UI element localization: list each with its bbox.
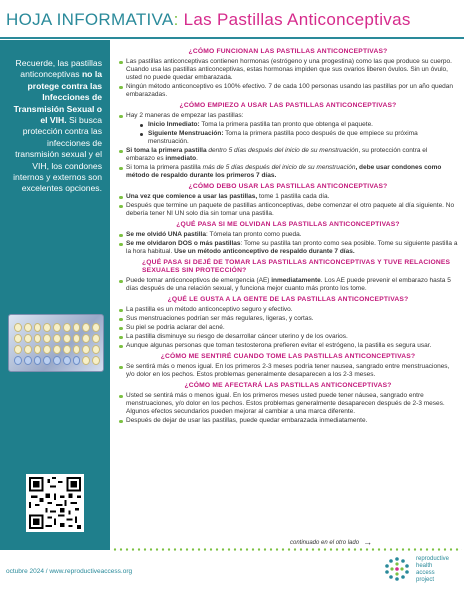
list-item: La pastilla disminuye su riesgo de desarrollar cáncer uterino y de los ovarios. — [118, 333, 458, 341]
list-item: Se me olvidó UNA pastilla: Tómela tan pronto como pueda. — [118, 231, 458, 239]
section-heading: ¿QUÉ PASA SI ME OLVIDAN LAS PASTILLAS ANTICONCEPTIVAS? — [176, 221, 400, 228]
title-lead: HOJA INFORMATIVA — [6, 10, 174, 29]
list-item: Aunque algunas personas que toman testosterona prefieren evitar el estrógeno, la pastilla es segura usar. — [118, 342, 458, 350]
list-item: La pastilla es un método anticonceptivo seguro y efectivo. — [118, 306, 458, 314]
sidebar — [0, 40, 110, 550]
list-item: Sus menstruaciones podrían ser más regulares, ligeras, y cortas. — [118, 315, 458, 323]
section-how-start — [118, 102, 458, 180]
section-how-feel — [118, 353, 458, 379]
list-item: Si toma la primera pastilla más de 5 días después del inicio de su menstruación, debe usar condones como método de respaldo durante los primeros 7 días. — [118, 164, 458, 180]
section-heading: ¿CÓMO ME AFECTARÁ LAS PASTILLAS ANTICONCEPTIVAS? — [184, 382, 392, 389]
list-item: Inicio Inmediato: Toma la primera pastilla tan pronto que obtenga el paquete. — [118, 121, 458, 129]
main-content — [118, 48, 458, 518]
sidebar-p1-bold: no la protege contra las Infecciones de Transmisión Sexual o el VIH. — [13, 69, 102, 126]
footer-date-url[interactable]: octubre 2024 / www.reproductiveaccess.org — [6, 568, 133, 575]
list-item: Se me olvidaron DOS o más pastillas: Tome su pastilla tan pronto como sea posible. Tome su siguiente pastilla a la hora habitual. Use un método anticonceptivo de respaldo durante 7 días. — [118, 240, 458, 256]
section-missed-pills — [118, 221, 458, 256]
rhap-logo-icon — [382, 554, 412, 584]
qr-code[interactable] — [26, 474, 84, 532]
logo-text: reproductive health access project — [416, 556, 450, 583]
dotted-divider — [112, 548, 462, 551]
section-heading: ¿CÓMO ME SENTIRÉ CUANDO TOME LAS PASTILLAS ANTICONCEPTIVAS? — [160, 353, 416, 360]
list-item: Después que termine un paquete de pastillas anticonceptivas, debe comenzar el otro paquete al día siguiente. No debería tener NI UN solo día sin tomar una pastilla. — [118, 202, 458, 218]
list-item: Se sentirá más o menos igual. En los primeros 2-3 meses podría tener nausea, sangrado entre menstruaciones, y/o dolor en los pechos. Estos problemas generalmente desaparecen a los 2-3 meses. — [118, 363, 458, 379]
list-item: Usted se sentirá más o menos igual. En los primeros meses usted puede tener náusea, sangrado entre menstruaciones, y/o dolor en los pechos. Estos problemas generalmente desaparecen después de 2-3 meses. Algunos efectos secundarios pueden mejorar al cambiar a una marca diferente. — [118, 392, 458, 416]
pill-pack-image — [8, 314, 104, 372]
sidebar-note — [6, 58, 102, 195]
arrow-right-icon: → — [363, 537, 373, 547]
list-item: Hay 2 maneras de empezar las pastillas: — [118, 112, 458, 120]
title-rest: Las Pastillas Anticonceptivas — [183, 10, 411, 29]
section-what-people-like — [118, 296, 458, 350]
section-how-work — [118, 48, 458, 99]
section-effects — [118, 382, 458, 425]
continued-note — [290, 536, 372, 546]
list-item: Una vez que comience a usar las pastillas, tome 1 pastilla cada día. — [118, 193, 458, 201]
list-item: Después de dejar de usar las pastillas, puede quedar embarazada inmediatamente. — [118, 417, 458, 425]
list-item: Las pastillas anticonceptivas contienen hormonas (estrógeno y una progestina) como las que produce su cuerpo. Cuando usa las pastillas anticonceptivas, estas hormonas impiden que sus ovarios liberen óvulos. Sin un óvulo, usted no puede quedar embarazada. — [118, 58, 458, 82]
section-heading: ¿CÓMO DEBO USAR LAS PASTILLAS ANTICONCEPTIVAS? — [188, 183, 388, 190]
page-title — [6, 10, 411, 30]
header-divider — [0, 37, 464, 39]
pill-grid — [14, 323, 100, 365]
continued-text: continuado en el otro lado — [290, 540, 360, 546]
section-heading: ¿CÓMO EMPIEZO A USAR LAS PASTILLAS ANTICONCEPTIVAS? — [179, 102, 397, 109]
header — [0, 0, 464, 40]
list-item: Ningún método anticonceptivo es 100% efectivo. 7 de cada 100 personas usando las pastillas por un año quedan embarazadas. — [118, 83, 458, 99]
sidebar-p2: Si busca protección contra las infecciones de transmisión sexual y el VIH, los condones internos y externos son excelentes opciones. — [13, 115, 102, 194]
list-item: Si toma la primera pastilla dentro 5 días después del inicio de su menstruación, su protección contra el embarazo es inmediato. — [118, 147, 458, 163]
list-item: Puede tomar anticonceptivos de emergencia (AE) inmediatamente. Los AE puede prevenir el embarazo hasta 5 días después de una relación sexual, y funciona mejor cuanto más pronto los tome. — [118, 277, 458, 293]
title-colon: : — [173, 10, 179, 29]
section-how-use — [118, 183, 458, 218]
list-item: Su piel se podría aclarar del acné. — [118, 324, 458, 332]
section-heading: ¿QUÉ PASA SI DEJÉ DE TOMAR LAS PASTILLAS ANTICONCEPTIVAS Y TUVE RELACIONES SEXUALES SIN PROTECCIÓN? — [142, 259, 451, 274]
sidebar-p1: Recuerde, las pastillas anticonceptivas — [15, 58, 102, 80]
section-heading: ¿CÓMO FUNCIONAN LAS PASTILLAS ANTICONCEPTIVAS? — [188, 48, 388, 55]
section-heading: ¿QUÉ LE GUSTA A LA GENTE DE LAS PASTILLAS ANTICONCEPTIVAS? — [167, 296, 409, 303]
list-item: Siguiente Menstruación: Toma la primera pastilla poco después de que empiece su próxima menstruación. — [118, 130, 458, 146]
section-unprotected-sex — [118, 259, 458, 293]
